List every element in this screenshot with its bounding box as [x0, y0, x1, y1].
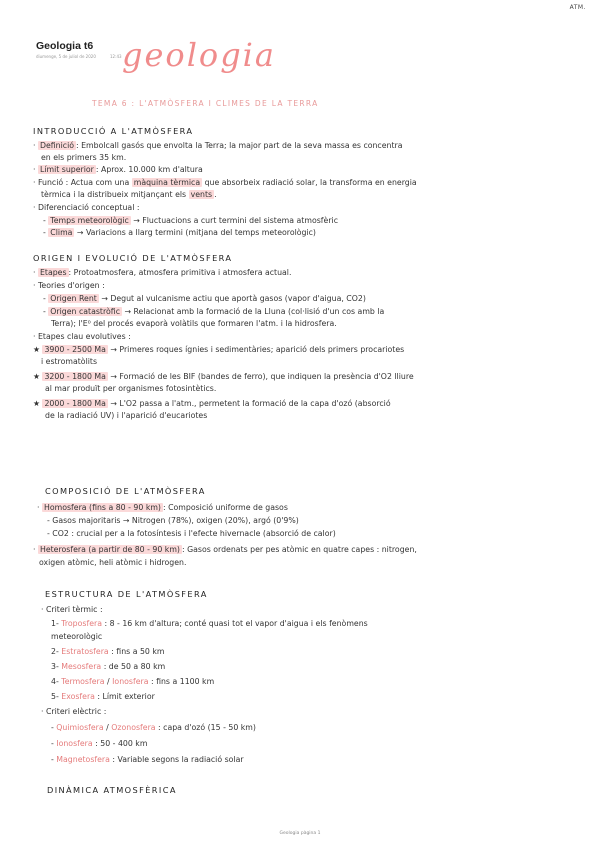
note-line: · Etapes clau evolutives :: [33, 332, 131, 341]
note-line: · Definició : Embolcall gasós que envolta la Terra; la major part de la seva massa es concentra: [33, 141, 403, 150]
topic-subtitle: TEMA 6 : L'ATMÒSFERA I CLIMES DE LA TERRA: [92, 99, 319, 108]
note-line: de la radiació UV) i l'aparició d'eucariotes: [45, 411, 208, 420]
highlight-term: Exosfera: [61, 692, 95, 701]
note-line: 2- Estratosfera : fins a 50 km: [51, 647, 165, 656]
highlight-term: Ionosfera: [112, 677, 149, 686]
highlight-term: Termosfera: [61, 677, 105, 686]
highlight-term: Temps meteorològic: [50, 216, 129, 225]
note-line: 5- Exosfera : Límit exterior: [51, 692, 155, 701]
section-heading-origin: ORIGEN I EVOLUCIÓ DE L'ATMÒSFERA: [33, 253, 233, 263]
section-heading-dynamics: DINÀMICA ATMOSFÈRICA: [47, 785, 177, 795]
note-line: · Homosfera (fins a 80 - 90 km) : Composició uniforme de gasos: [37, 503, 288, 512]
note-line: - Ionosfera : 50 - 400 km: [51, 739, 148, 748]
highlight-term: 2000 - 1800 Ma: [44, 399, 106, 408]
document-date: diumenge, 5 de juliol de 2020: [36, 54, 96, 59]
highlight-term: Heterosfera (a partir de 80 - 90 km): [39, 545, 180, 554]
note-line: · Diferenciació conceptual :: [33, 203, 140, 212]
note-line: ★ 3200 - 1800 Ma → Formació de les BIF (bandes de ferro), que indiquen la presència d'O2 lliure: [33, 372, 414, 381]
note-line: · Criteri elèctric :: [41, 707, 107, 716]
highlight-term: Clima: [50, 228, 73, 237]
note-line: oxigen atòmic, heli atòmic i hidrogen.: [39, 558, 187, 567]
handwritten-title: geologia: [122, 36, 276, 74]
note-line: tèrmica i la distribueix mitjançant els vents .: [41, 190, 217, 199]
highlight-term: 3200 - 1800 Ma: [44, 372, 106, 381]
highlight-term: vents: [190, 190, 213, 199]
note-line: 4- Termosfera / Ionosfera : fins a 1100 km: [51, 677, 215, 686]
note-line: - Gasos majoritaris → Nitrogen (78%), oxigen (20%), argó (0'9%): [47, 516, 299, 525]
note-line: en els primers 35 km.: [41, 153, 127, 162]
note-line: - Quimiosfera / Ozonosfera : capa d'ozó (15 - 50 km): [51, 723, 256, 732]
note-line: i estromatòlits: [41, 357, 98, 366]
document-time: 12:43: [110, 54, 122, 59]
highlight-term: Definició: [39, 141, 75, 150]
note-line: · Etapes : Protoatmosfera, atmosfera primitiva i atmosfera actual.: [33, 268, 292, 277]
note-line: · Funció : Actua com una màquina tèrmica que absorbeix radiació solar, la transforma en energia: [33, 178, 417, 187]
page-footer: Geologia pàgina 1: [279, 831, 321, 836]
section-heading-structure: ESTRUCTURA DE L'ATMÒSFERA: [45, 589, 208, 599]
note-line: · Heterosfera (a partir de 80 - 90 km) : Gasos ordenats per pes atòmic en quatre capes : nitrogen,: [33, 545, 417, 554]
highlight-term: Origen catastròfic: [50, 307, 120, 316]
note-line: ★ 3900 - 2500 Ma → Primeres roques ígnies i sedimentàries; aparició dels primers procariotes: [33, 345, 405, 354]
note-line: - Clima → Variacions a llarg termini (mitjana del temps meteorològic): [43, 228, 316, 237]
highlight-term: Troposfera: [61, 619, 102, 628]
document-title: Geologia t6: [36, 40, 94, 52]
note-line: - Origen Rent → Degut al vulcanisme actiu que aportà gasos (vapor d'aigua, CO2): [43, 294, 366, 303]
highlight-term: Ozonosfera: [111, 723, 156, 732]
highlight-term: Estratosfera: [61, 647, 109, 656]
highlight-term: Mesosfera: [61, 662, 102, 671]
highlight-term: Límit superior: [39, 165, 94, 174]
note-line: - Temps meteorològic → Fluctuacions a curt termini del sistema atmosfèric: [43, 216, 338, 225]
section-heading-composition: COMPOSICIÓ DE L'ATMÒSFERA: [45, 486, 206, 496]
note-line: · Límit superior : Aprox. 10.000 km d'altura: [33, 165, 203, 174]
highlight-term: 3900 - 2500 Ma: [44, 345, 106, 354]
note-line: - Origen catastròfic → Relacionat amb la formació de la Lluna (col·lisió d'un cos amb la: [43, 307, 385, 316]
highlight-term: màquina tèrmica: [133, 178, 201, 187]
highlight-term: Origen Rent: [50, 294, 97, 303]
section-heading-intro: INTRODUCCIÓ A L'ATMÒSFERA: [33, 126, 194, 136]
note-line: al mar produït per organismes fotosintètics.: [45, 384, 217, 393]
highlight-term: Quimiosfera: [56, 723, 104, 732]
note-line: · Criteri tèrmic :: [41, 605, 103, 614]
highlight-term: Etapes: [39, 268, 67, 277]
highlight-term: Ionosfera: [56, 739, 93, 748]
highlight-term: Magnetosfera: [56, 755, 110, 764]
corner-mark: ATM.: [569, 4, 586, 11]
highlight-term: Homosfera (fins a 80 - 90 km): [43, 503, 161, 512]
note-line: - CO2 : crucial per a la fotosíntesis i l'efecte hivernacle (absorció de calor): [47, 529, 336, 538]
note-line: 3- Mesosfera : de 50 a 80 km: [51, 662, 166, 671]
note-line: 1- Troposfera : 8 - 16 km d'altura; conté quasi tot el vapor d'aigua i els fenòmens: [51, 619, 368, 628]
note-line: · Teories d'origen :: [33, 281, 105, 290]
note-line: - Magnetosfera : Variable segons la radiació solar: [51, 755, 244, 764]
note-line: Terra); l'E⁰ del procés evaporà volàtils que formaren l'atm. i la hidrosfera.: [51, 319, 337, 328]
note-line: meteorològic: [51, 632, 103, 641]
note-line: ★ 2000 - 1800 Ma → L'O2 passa a l'atm., permetent la formació de la capa d'ozó (absorció: [33, 399, 391, 408]
